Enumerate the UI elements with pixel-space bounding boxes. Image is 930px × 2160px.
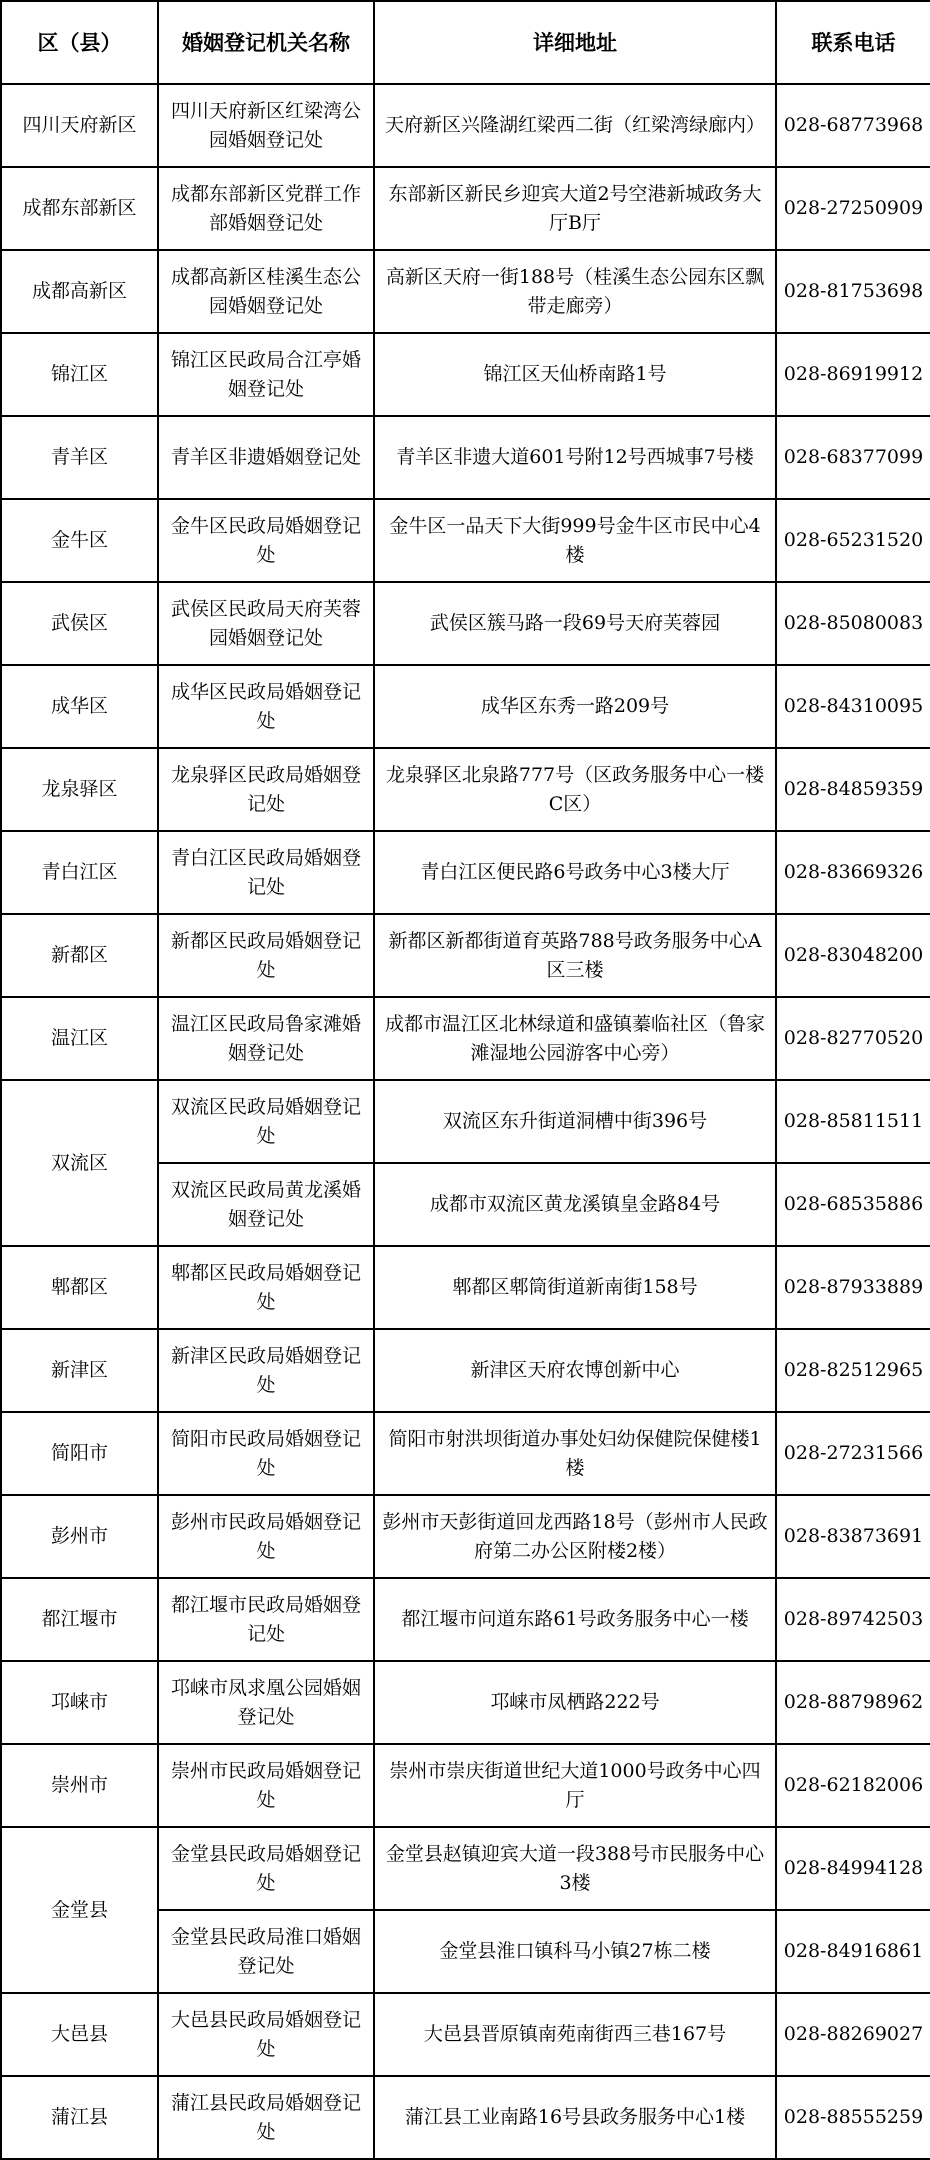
office-cell: 龙泉驿区民政局婚姻登记处 [158,748,374,831]
office-cell: 金堂县民政局淮口婚姻登记处 [158,1910,374,1993]
address-cell: 青白江区便民路6号政务中心3楼大厅 [374,831,776,914]
table-row [1,997,930,1080]
office-cell: 新都区民政局婚姻登记处 [158,914,374,997]
phone-cell: 028-68377099 [776,416,930,499]
office-cell: 双流区民政局婚姻登记处 [158,1080,374,1163]
district-cell: 金牛区 [1,499,158,582]
table-row [1,2076,930,2159]
table-row [1,499,930,582]
phone-cell: 028-62182006 [776,1744,930,1827]
table-row [1,1661,930,1744]
table-row [1,748,930,831]
table-row [1,1080,930,1163]
phone-cell: 028-83873691 [776,1495,930,1578]
district-cell: 四川天府新区 [1,84,158,167]
address-cell: 崇州市崇庆街道世纪大道1000号政务中心四厅 [374,1744,776,1827]
address-cell: 武侯区簇马路一段69号天府芙蓉园 [374,582,776,665]
office-cell: 成都高新区桂溪生态公园婚姻登记处 [158,250,374,333]
address-cell: 锦江区天仙桥南路1号 [374,333,776,416]
table-row [1,1578,930,1661]
office-cell: 成华区民政局婚姻登记处 [158,665,374,748]
header-phone: 联系电话 [776,1,930,84]
table-row [1,665,930,748]
address-cell: 新都区新都街道育英路788号政务服务中心A区三楼 [374,914,776,997]
table-row [1,333,930,416]
office-cell: 彭州市民政局婚姻登记处 [158,1495,374,1578]
phone-cell: 028-81753698 [776,250,930,333]
office-cell: 青白江区民政局婚姻登记处 [158,831,374,914]
phone-cell: 028-84916861 [776,1910,930,1993]
office-cell: 简阳市民政局婚姻登记处 [158,1412,374,1495]
table-row [1,1329,930,1412]
office-cell: 大邑县民政局婚姻登记处 [158,1993,374,2076]
table-row [1,1993,930,2076]
table-row [1,1744,930,1827]
address-cell: 双流区东升街道洞槽中街396号 [374,1080,776,1163]
office-cell: 新津区民政局婚姻登记处 [158,1329,374,1412]
address-cell: 简阳市射洪坝街道办事处妇幼保健院保健楼1楼 [374,1412,776,1495]
address-cell: 彭州市天彭街道回龙西路18号（彭州市人民政府第二办公区附楼2楼） [374,1495,776,1578]
district-cell: 成都高新区 [1,250,158,333]
district-cell: 锦江区 [1,333,158,416]
table-row [1,416,930,499]
phone-cell: 028-65231520 [776,499,930,582]
office-cell: 崇州市民政局婚姻登记处 [158,1744,374,1827]
table-row [1,84,930,167]
district-cell: 简阳市 [1,1412,158,1495]
table-row [1,1495,930,1578]
district-cell: 大邑县 [1,1993,158,2076]
office-cell: 青羊区非遗婚姻登记处 [158,416,374,499]
office-cell: 金牛区民政局婚姻登记处 [158,499,374,582]
district-cell: 温江区 [1,997,158,1080]
office-cell: 四川天府新区红梁湾公园婚姻登记处 [158,84,374,167]
phone-cell: 028-88798962 [776,1661,930,1744]
office-cell: 双流区民政局黄龙溪婚姻登记处 [158,1163,374,1246]
phone-cell: 028-68773968 [776,84,930,167]
header-address: 详细地址 [374,1,776,84]
address-cell: 大邑县晋原镇南苑南街西三巷167号 [374,1993,776,2076]
office-cell: 金堂县民政局婚姻登记处 [158,1827,374,1910]
district-cell: 成都东部新区 [1,167,158,250]
phone-cell: 028-83669326 [776,831,930,914]
table-row [1,1246,930,1329]
office-cell: 武侯区民政局天府芙蓉园婚姻登记处 [158,582,374,665]
office-cell: 成都东部新区党群工作部婚姻登记处 [158,167,374,250]
office-cell: 蒲江县民政局婚姻登记处 [158,2076,374,2159]
table-row [1,582,930,665]
district-cell: 双流区 [1,1080,158,1246]
address-cell: 龙泉驿区北泉路777号（区政务服务中心一楼C区） [374,748,776,831]
phone-cell: 028-85811511 [776,1080,930,1163]
phone-cell: 028-89742503 [776,1578,930,1661]
district-cell: 青白江区 [1,831,158,914]
phone-cell: 028-84994128 [776,1827,930,1910]
office-cell: 郫都区民政局婚姻登记处 [158,1246,374,1329]
address-cell: 成华区东秀一路209号 [374,665,776,748]
header-row [1,1,930,84]
address-cell: 金牛区一品天下大街999号金牛区市民中心4楼 [374,499,776,582]
phone-cell: 028-88555259 [776,2076,930,2159]
address-cell: 都江堰市问道东路61号政务服务中心一楼 [374,1578,776,1661]
phone-cell: 028-27250909 [776,167,930,250]
office-cell: 锦江区民政局合江亭婚姻登记处 [158,333,374,416]
table-body [1,84,930,2159]
district-cell: 都江堰市 [1,1578,158,1661]
phone-cell: 028-82770520 [776,997,930,1080]
header-district: 区（县） [1,1,158,84]
address-cell: 金堂县赵镇迎宾大道一段388号市民服务中心3楼 [374,1827,776,1910]
phone-cell: 028-86919912 [776,333,930,416]
district-cell: 蒲江县 [1,2076,158,2159]
address-cell: 郫都区郫筒街道新南街158号 [374,1246,776,1329]
district-cell: 金堂县 [1,1827,158,1993]
district-cell: 成华区 [1,665,158,748]
address-cell: 金堂县淮口镇科马小镇27栋二楼 [374,1910,776,1993]
table-row [1,914,930,997]
district-cell: 崇州市 [1,1744,158,1827]
office-cell: 都江堰市民政局婚姻登记处 [158,1578,374,1661]
phone-cell: 028-82512965 [776,1329,930,1412]
phone-cell: 028-83048200 [776,914,930,997]
district-cell: 武侯区 [1,582,158,665]
table-row [1,167,930,250]
table-row [1,250,930,333]
office-cell: 温江区民政局鲁家滩婚姻登记处 [158,997,374,1080]
office-cell: 邛崃市凤求凰公园婚姻登记处 [158,1661,374,1744]
district-cell: 青羊区 [1,416,158,499]
phone-cell: 028-88269027 [776,1993,930,2076]
header-office: 婚姻登记机关名称 [158,1,374,84]
address-cell: 东部新区新民乡迎宾大道2号空港新城政务大厅B厅 [374,167,776,250]
district-cell: 郫都区 [1,1246,158,1329]
table-row [1,831,930,914]
address-cell: 成都市双流区黄龙溪镇皇金路84号 [374,1163,776,1246]
phone-cell: 028-85080083 [776,582,930,665]
table-row [1,1827,930,1910]
district-cell: 新都区 [1,914,158,997]
address-cell: 邛崃市凤栖路222号 [374,1661,776,1744]
address-cell: 高新区天府一街188号（桂溪生态公园东区飘带走廊旁） [374,250,776,333]
phone-cell: 028-68535886 [776,1163,930,1246]
address-cell: 成都市温江区北林绿道和盛镇蓁临社区（鲁家滩湿地公园游客中心旁） [374,997,776,1080]
district-cell: 新津区 [1,1329,158,1412]
district-cell: 邛崃市 [1,1661,158,1744]
phone-cell: 028-87933889 [776,1246,930,1329]
address-cell: 青羊区非遗大道601号附12号西城事7号楼 [374,416,776,499]
district-cell: 彭州市 [1,1495,158,1578]
address-cell: 天府新区兴隆湖红梁西二街（红梁湾绿廊内） [374,84,776,167]
phone-cell: 028-84310095 [776,665,930,748]
address-cell: 新津区天府农博创新中心 [374,1329,776,1412]
district-cell: 龙泉驿区 [1,748,158,831]
address-cell: 蒲江县工业南路16号县政务服务中心1楼 [374,2076,776,2159]
phone-cell: 028-27231566 [776,1412,930,1495]
phone-cell: 028-84859359 [776,748,930,831]
table-row [1,1412,930,1495]
